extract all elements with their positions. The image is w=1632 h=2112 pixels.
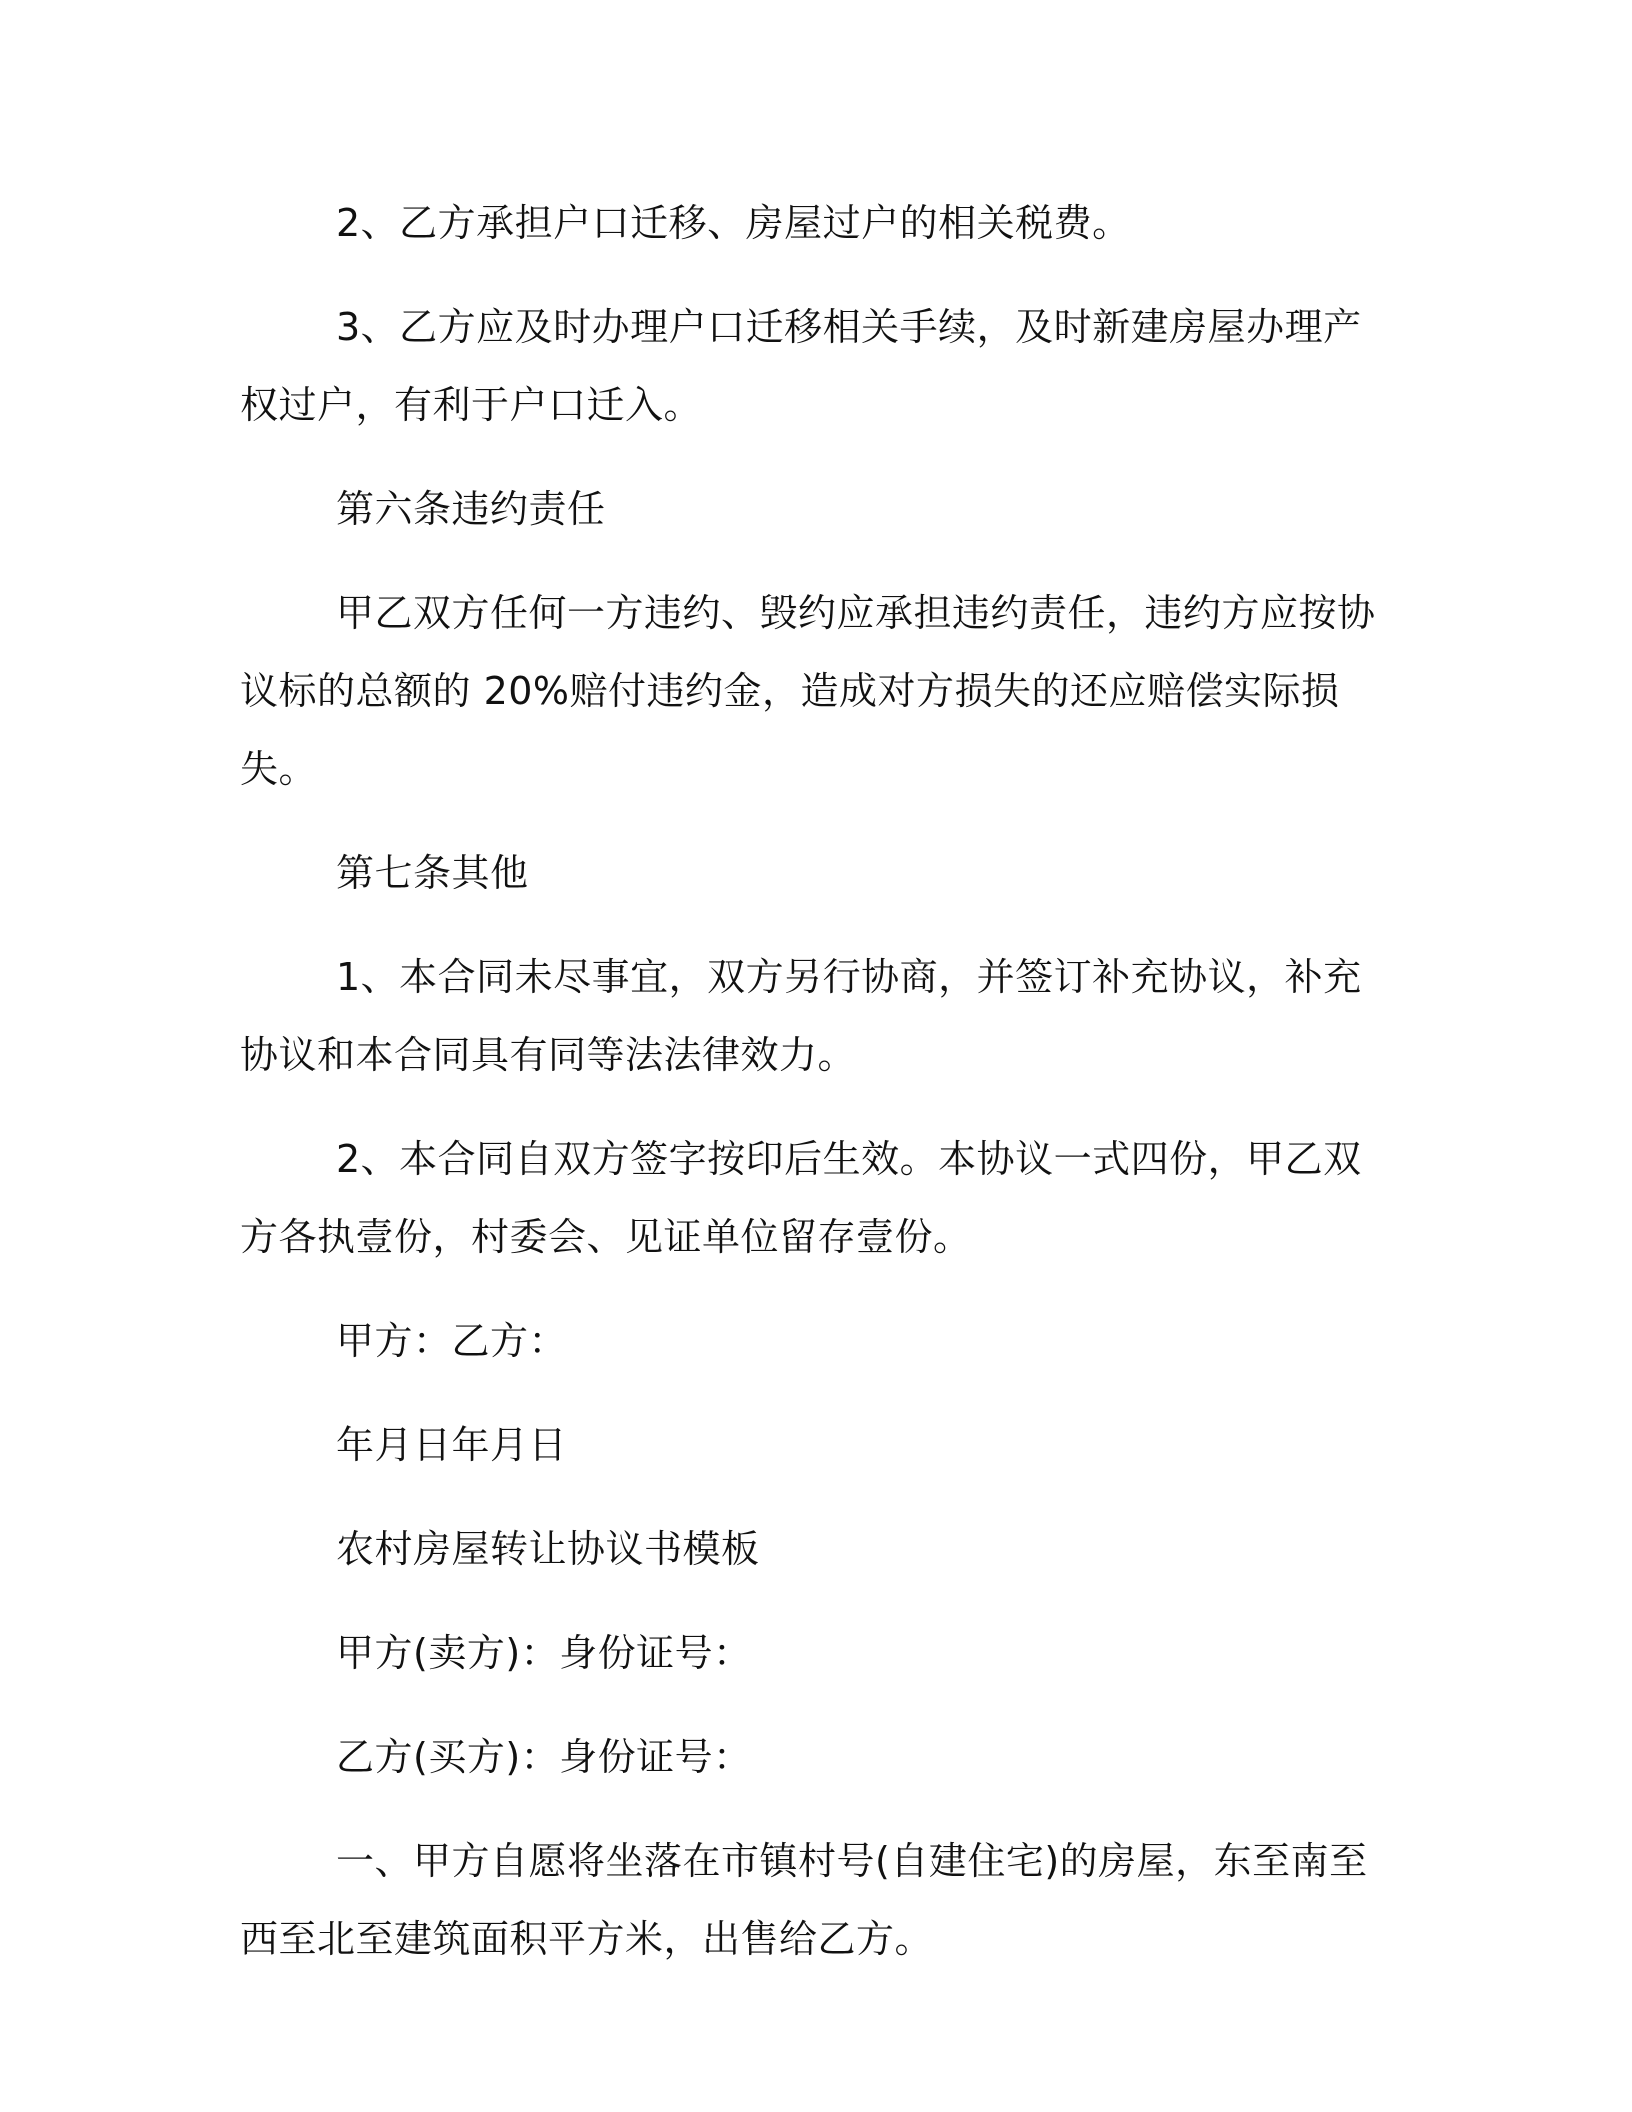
template-title: 农村房屋转让协议书模板: [336, 1527, 760, 1571]
party-a-seller: 甲方(卖方)：身份证号：: [336, 1631, 752, 1675]
clause-1-sale: 一、甲方自愿将坐落在市镇村号(自建住宅)的房屋，东至南至西至北至建筑面积平方米，出售给乙方。: [240, 1839, 1368, 1961]
paragraph-tax-fees: 2、乙方承担户口迁移、房屋过户的相关税费。: [336, 201, 1131, 245]
paragraph-household-transfer: 3、乙方应及时办理户口迁移相关手续，及时新建房屋办理产权过户，有利于户口迁入。: [240, 305, 1362, 427]
paragraph-breach-liability: 甲乙双方任何一方违约、毁约应承担违约责任，违约方应按协议标的总额的 20%赔付违约金，造成对方损失的还应赔偿实际损失。: [240, 591, 1376, 791]
signature-dates: 年月日年月日: [336, 1423, 568, 1467]
party-b-buyer: 乙方(买方)：身份证号：: [336, 1735, 752, 1779]
paragraph-effectiveness: 2、本合同自双方签字按印后生效。本协议一式四份，甲乙双方各执壹份，村委会、见证单位留存壹份。: [240, 1137, 1362, 1259]
paragraph-supplementary-agreement: 1、本合同未尽事宜，双方另行协商，并签订补充协议，补充协议和本合同具有同等法法律效力。: [240, 955, 1362, 1077]
signature-parties: 甲方：乙方：: [336, 1319, 568, 1363]
document-body: [240, 184, 1392, 2004]
heading-article-6: 第六条违约责任: [336, 487, 606, 531]
heading-article-7: 第七条其他: [336, 851, 529, 895]
